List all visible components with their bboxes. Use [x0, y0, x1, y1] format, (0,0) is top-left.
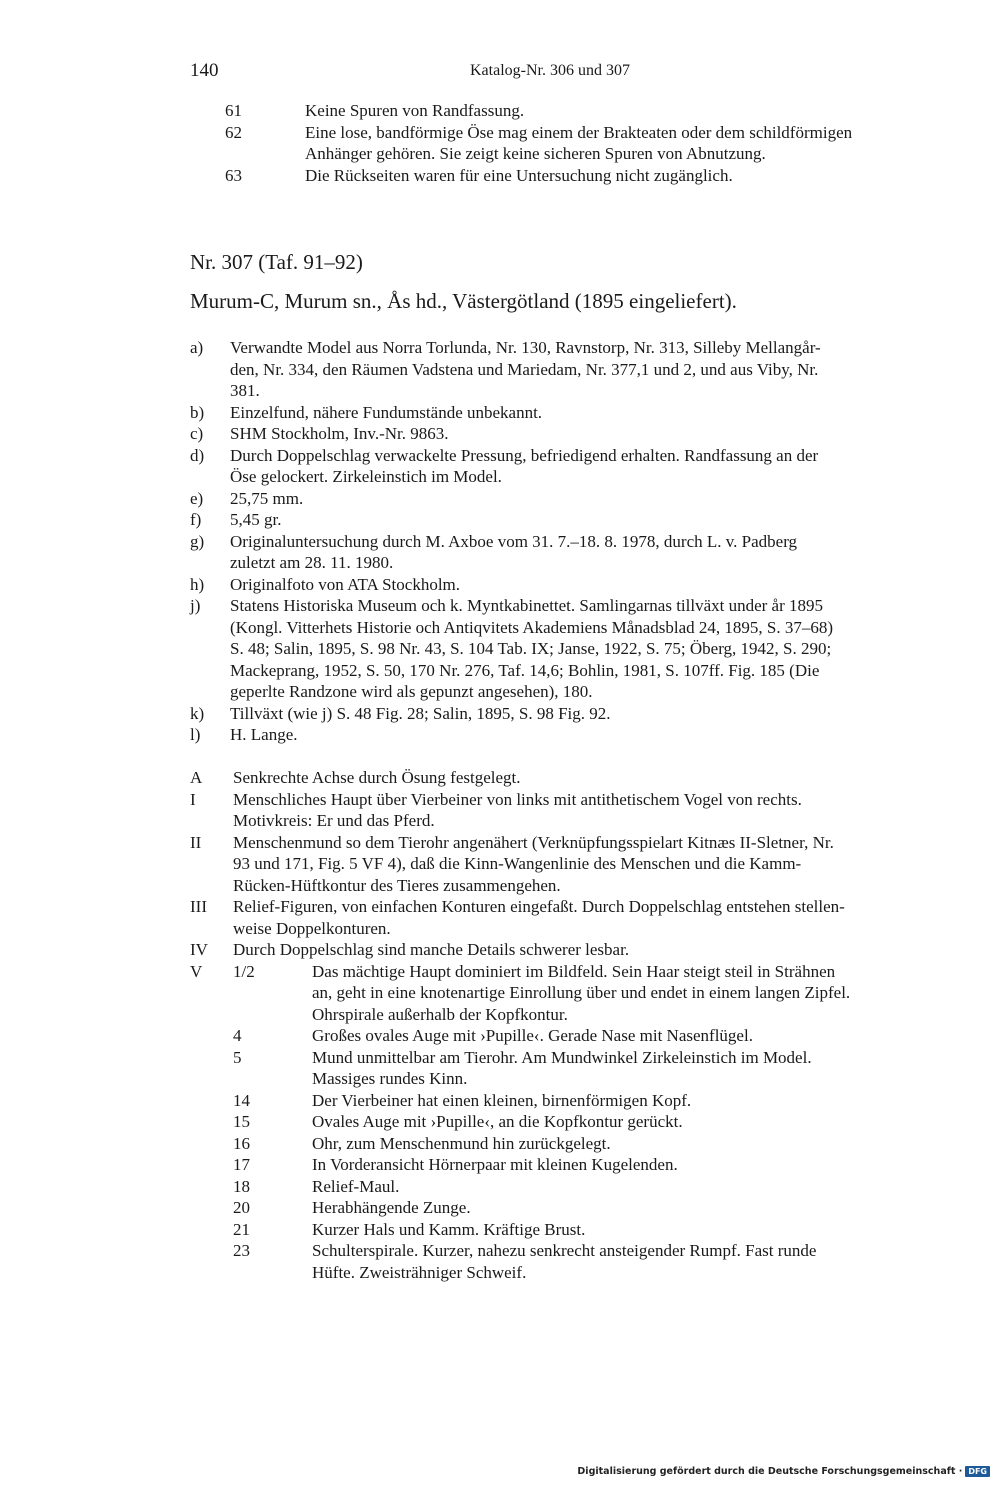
catalog-field — [190, 574, 910, 596]
text-line: (Kongl. Vitterhets Historie och Antiqvitets Akademiens Månadsblad 24, 1895, S. 37–68) — [230, 617, 834, 637]
description-item — [190, 789, 914, 832]
footnote-text — [305, 165, 915, 187]
text-line: Anhänger gehören. Sie zeigt keine sicheren Spuren von Abnutzung. — [305, 144, 766, 163]
indent — [190, 1111, 233, 1133]
text-line: Rücken-Hüftkontur des Tieres zusammengehen. — [233, 875, 561, 895]
description-text — [233, 789, 914, 832]
text-line: den, Nr. 334, den Räumen Vadstena und Mariedam, Nr. 377,1 und 2, und aus Viby, Nr. — [230, 359, 819, 379]
detail-item — [190, 1219, 914, 1241]
text-line: Massiges rundes Kinn. — [312, 1069, 468, 1088]
text-line: Statens Historiska Museum och k. Myntkabinettet. Samlingarnas tillväxt under år 1895 — [230, 596, 824, 615]
description-item — [190, 767, 914, 789]
entry-title: Nr. 307 (Taf. 91–92) — [190, 250, 363, 274]
detail-item — [190, 1154, 914, 1176]
running-title: Katalog-Nr. 306 und 307 — [470, 62, 630, 79]
detail-item — [190, 1025, 914, 1047]
text-line: Mackeprang, 1952, S. 50, 170 Nr. 276, Taf. 14,6; Bohlin, 1981, S. 107ff. Fig. 185 (Die — [230, 660, 820, 680]
description-key: II — [190, 832, 202, 852]
text-line: Ohr, zum Menschenmund hin zurückgelegt. — [312, 1133, 611, 1153]
description-item — [190, 832, 914, 897]
detail-item — [190, 1133, 914, 1155]
catalog-field — [190, 531, 910, 574]
detail-item — [190, 1090, 914, 1112]
detail-text — [312, 1090, 914, 1112]
text-line: S. 48; Salin, 1895, S. 98 Nr. 43, S. 104 Tab. IX; Janse, 1922, S. 75; Öberg, 1942, S. 290; — [230, 639, 832, 658]
detail-number: 21 — [233, 1219, 250, 1239]
detail-text — [312, 1240, 914, 1283]
text-line: Hüfte. Zweisträhniger Schweif. — [312, 1262, 527, 1282]
text-line: zuletzt am 28. 11. 1980. — [230, 553, 394, 572]
text-line: Tillväxt (wie j) S. 48 Fig. 28; Salin, 1895, S. 98 Fig. 92. — [230, 703, 611, 723]
description-text — [233, 896, 914, 939]
detail-text — [312, 1219, 914, 1241]
catalog-field — [190, 703, 910, 725]
detail-number: 20 — [233, 1198, 250, 1217]
text-line: Senkrechte Achse durch Ösung festgelegt. — [233, 768, 521, 787]
text-line: In Vorderansicht Hörnerpaar mit kleinen Kugelenden. — [312, 1155, 678, 1174]
description-key: I — [190, 789, 196, 809]
text-line: Relief-Figuren, von einfachen Konturen eingefaßt. Durch Doppelschlag entstehen stellen- — [233, 897, 845, 916]
description-key: A — [190, 768, 203, 787]
text-line: Der Vierbeiner hat einen kleinen, birnenförmigen Kopf. — [312, 1090, 692, 1110]
field-key: c) — [190, 424, 204, 443]
detail-item — [190, 1176, 914, 1198]
catalog-field — [190, 595, 910, 703]
field-text — [230, 488, 910, 510]
text-line: an, geht in eine knotenartige Einrollung über und endet in einem langen Zipfel. — [312, 983, 851, 1002]
detail-text — [312, 1047, 914, 1090]
detail-item — [190, 1197, 914, 1219]
detail-number: 15 — [233, 1112, 250, 1131]
field-text — [230, 724, 910, 746]
detail-number: 1/2 — [233, 961, 255, 981]
catalog-field — [190, 488, 910, 510]
field-key: e) — [190, 488, 204, 508]
footnote-text — [305, 122, 915, 165]
detail-text — [312, 1154, 914, 1176]
detail-text — [312, 1025, 914, 1047]
field-key: d) — [190, 445, 205, 465]
detail-text — [312, 1176, 914, 1198]
text-line: 93 und 171, Fig. 5 VF 4), daß die Kinn-Wangenlinie des Menschen und die Kamm- — [233, 854, 802, 873]
description-text — [233, 832, 914, 897]
digitization-credit — [577, 1466, 990, 1477]
footnote-text — [305, 100, 915, 122]
footnote-number: 62 — [225, 122, 242, 142]
indent — [190, 1154, 233, 1176]
text-line: Ohrspirale außerhalb der Kopfkontur. — [312, 1004, 568, 1024]
entry-subtitle: Murum-C, Murum sn., Ås hd., Västergötland (1895 eingeliefert). — [190, 289, 737, 313]
dfg-logo-icon: DFG — [965, 1466, 990, 1477]
text-line: Die Rückseiten waren für eine Untersuchung nicht zugänglich. — [305, 165, 733, 185]
catalog-fields — [190, 337, 910, 746]
detail-number: 17 — [233, 1155, 250, 1174]
indent — [190, 1240, 233, 1283]
detail-number: 23 — [233, 1241, 250, 1260]
text-line: 381. — [230, 381, 260, 400]
description-text — [233, 767, 914, 789]
field-key: l) — [190, 725, 201, 744]
detail-text — [312, 961, 914, 1026]
detail-number: 16 — [233, 1133, 250, 1153]
text-line: SHM Stockholm, Inv.-Nr. 9863. — [230, 424, 449, 443]
text-line: Verwandte Model aus Norra Torlunda, Nr. 130, Ravnstorp, Nr. 313, Silleby Mellangår- — [230, 338, 821, 357]
text-line: Relief-Maul. — [312, 1176, 400, 1196]
field-key: g) — [190, 531, 205, 551]
indent — [190, 1176, 233, 1198]
detail-text — [312, 1133, 914, 1155]
detail-item — [190, 961, 914, 1026]
text-line: H. Lange. — [230, 725, 298, 744]
field-text — [230, 595, 910, 703]
text-line: Einzelfund, nähere Fundumstände unbekannt. — [230, 402, 543, 422]
detail-number: 14 — [233, 1090, 250, 1110]
catalog-field — [190, 724, 910, 746]
text-line: Mund unmittelbar am Tierohr. Am Mundwinkel Zirkeleinstich im Model. — [312, 1047, 812, 1067]
indent — [190, 1197, 233, 1219]
text-line: weise Doppelkonturen. — [233, 918, 391, 938]
text-line: Durch Doppelschlag verwackelte Pressung, befriedigend erhalten. Randfassung an der — [230, 445, 819, 465]
footnotes-list — [225, 100, 915, 186]
credit-text: Digitalisierung gefördert durch die Deutsche Forschungsgemeinschaft · — [577, 1466, 963, 1477]
description-key: III — [190, 897, 207, 916]
catalog-field — [190, 337, 910, 402]
page-number: 140 — [190, 60, 219, 81]
detail-text — [312, 1111, 914, 1133]
text-line: 5,45 gr. — [230, 510, 282, 529]
field-key: f) — [190, 510, 202, 529]
footnote-number: 63 — [225, 165, 242, 185]
detail-item — [190, 1111, 914, 1133]
indent — [190, 1090, 233, 1112]
catalog-field — [190, 402, 910, 424]
text-line: Durch Doppelschlag sind manche Details schwerer lesbar. — [233, 940, 630, 959]
indent — [190, 1133, 233, 1155]
text-line: Kurzer Hals und Kamm. Kräftige Brust. — [312, 1219, 586, 1239]
text-line: Motivkreis: Er und das Pferd. — [233, 811, 435, 830]
description-item — [190, 939, 914, 961]
description-key: V — [190, 961, 203, 981]
text-line: geperlte Randzone wird als gepunzt angesehen), 180. — [230, 682, 593, 701]
text-line: Ovales Auge mit ›Pupille‹, an die Kopfkontur gerückt. — [312, 1112, 683, 1131]
text-line: Menschliches Haupt über Vierbeiner von links mit antithetischem Vogel von rechts. — [233, 789, 802, 809]
field-text — [230, 703, 910, 725]
text-line: Herabhängende Zunge. — [312, 1198, 471, 1217]
detail-item — [190, 1240, 914, 1283]
description-section — [190, 767, 914, 1283]
field-key: h) — [190, 574, 205, 594]
detail-number: 4 — [233, 1026, 242, 1045]
text-line: Großes ovales Auge mit ›Pupille‹. Gerade Nase mit Nasenflügel. — [312, 1026, 753, 1045]
field-text — [230, 402, 910, 424]
text-line: Eine lose, bandförmige Öse mag einem der Brakteaten oder dem schildförmigen — [305, 122, 853, 142]
field-text — [230, 531, 910, 574]
field-text — [230, 423, 910, 445]
field-key: k) — [190, 703, 205, 723]
description-key: IV — [190, 940, 208, 959]
field-text — [230, 574, 910, 596]
field-key: j) — [190, 596, 201, 615]
description-item — [190, 896, 914, 939]
text-line: Schulterspirale. Kurzer, nahezu senkrecht ansteigender Rumpf. Fast runde — [312, 1241, 817, 1260]
indent — [190, 1025, 233, 1047]
catalog-field — [190, 509, 910, 531]
page-header — [190, 60, 910, 86]
catalog-field — [190, 423, 910, 445]
description-text — [233, 939, 914, 961]
detail-number: 5 — [233, 1047, 242, 1067]
text-line: Keine Spuren von Randfassung. — [305, 101, 525, 120]
footnote — [225, 122, 915, 165]
footnote-number: 61 — [225, 101, 242, 120]
text-line: Menschenmund so dem Tierohr angenähert (Verknüpfungsspielart Kitnæs II-Sletner, Nr. — [233, 832, 834, 852]
text-line: Originalfoto von ATA Stockholm. — [230, 574, 461, 594]
field-text — [230, 445, 910, 488]
text-line: Das mächtige Haupt dominiert im Bildfeld. Sein Haar steigt steil in Strähnen — [312, 961, 836, 981]
footnote — [225, 100, 915, 122]
text-line: 25,75 mm. — [230, 488, 304, 508]
field-text — [230, 337, 910, 402]
field-key: a) — [190, 338, 204, 357]
indent — [190, 1219, 233, 1241]
detail-number: 18 — [233, 1176, 250, 1196]
catalog-field — [190, 445, 910, 488]
detail-text — [312, 1197, 914, 1219]
detail-item — [190, 1047, 914, 1090]
text-line: Öse gelockert. Zirkeleinstich im Model. — [230, 467, 502, 486]
footnote — [225, 165, 915, 187]
indent — [190, 1047, 233, 1090]
field-key: b) — [190, 402, 205, 422]
field-text — [230, 509, 910, 531]
text-line: Originaluntersuchung durch M. Axboe vom 31. 7.–18. 8. 1978, durch L. v. Padberg — [230, 531, 798, 551]
